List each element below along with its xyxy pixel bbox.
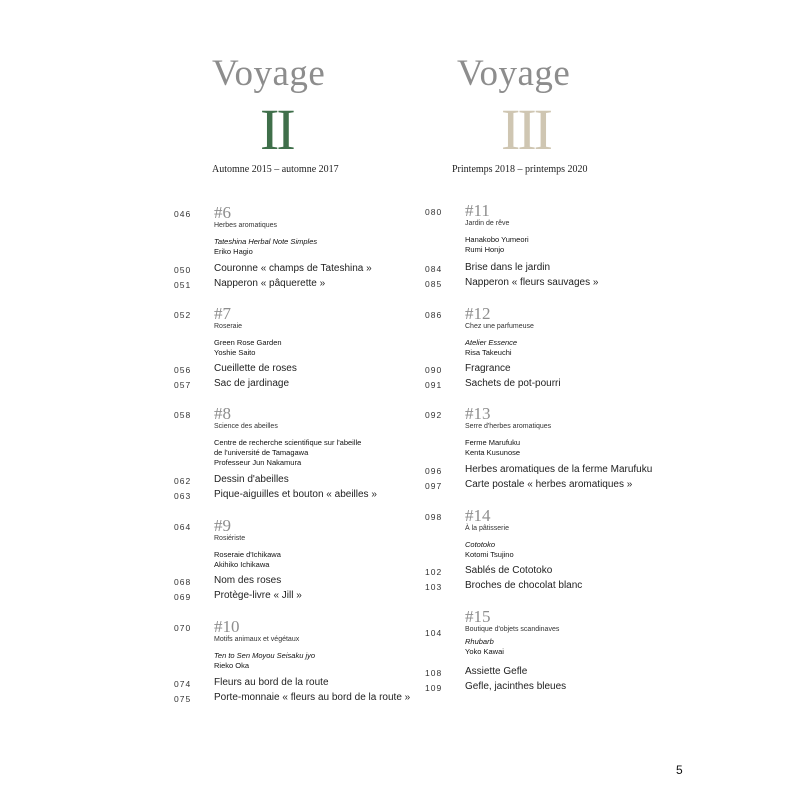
chapter-entry — [425, 607, 560, 657]
list-item — [425, 464, 653, 476]
chapter-theme: Jardin de rêve — [465, 220, 510, 227]
chapter-theme: Boutique d'objets scandinaves — [465, 626, 560, 633]
page-ref: 084 — [425, 264, 443, 274]
chapter-number: #12 — [465, 304, 491, 323]
page-ref: 090 — [425, 365, 443, 375]
guest-line: Risa Takeuchi — [465, 348, 512, 357]
page-ref: 075 — [174, 694, 192, 704]
list-item — [174, 489, 377, 501]
chapter-theme: Herbes aromatiques — [214, 222, 278, 229]
guest-line: Roseraie d'Ichikawa — [214, 550, 281, 559]
item-label: Sablés de Cototoko — [465, 565, 553, 576]
list-item — [174, 575, 282, 587]
item-label: Gefle, jacinthes bleues — [465, 681, 567, 692]
page-ref: 074 — [174, 679, 192, 689]
guest-line: Akihiko Ichikawa — [214, 560, 270, 569]
chapter-number: #13 — [465, 404, 491, 423]
voyage-title: Voyage — [212, 53, 326, 94]
page-ref: 052 — [174, 310, 192, 320]
guest-line: Professeur Jun Nakamura — [214, 458, 302, 467]
guest-line: Cototoko — [465, 540, 496, 549]
chapter-entry — [174, 203, 318, 257]
period-label: Automne 2015 – automne 2017 — [212, 164, 339, 175]
guest-line: Kotomi Tsujino — [465, 550, 514, 559]
page-ref: 051 — [174, 280, 192, 290]
guest-line: Ferme Marufuku — [465, 438, 521, 447]
list-item — [425, 580, 583, 592]
guest-line: Tateshina Herbal Note Simples — [214, 237, 318, 246]
page-number: 5 — [676, 763, 683, 777]
chapter-theme: Serre d'herbes aromatiques — [465, 423, 552, 430]
list-item — [174, 677, 329, 689]
list-item — [174, 692, 411, 704]
list-item — [174, 378, 290, 390]
page-ref: 068 — [174, 577, 192, 587]
chapter-theme: Motifs animaux et végétaux — [214, 636, 300, 643]
item-label: Pique-aiguilles et bouton « abeilles » — [214, 489, 377, 500]
list-item — [174, 278, 326, 290]
item-label: Sac de jardinage — [214, 378, 290, 389]
chapter-entry — [425, 404, 552, 458]
item-label: Assiette Gefle — [465, 666, 528, 677]
page-ref: 097 — [425, 481, 443, 491]
chapter-entry — [174, 516, 281, 570]
chapter-number: #10 — [214, 617, 240, 636]
list-item — [425, 277, 599, 289]
page-ref: 109 — [425, 683, 443, 693]
chapter-number: #14 — [465, 506, 491, 525]
page-ref: 102 — [425, 567, 443, 577]
list-item — [174, 474, 289, 486]
chapter-number: #8 — [214, 404, 231, 423]
list-item — [425, 479, 633, 491]
list-item — [425, 666, 528, 678]
page-ref: 108 — [425, 668, 443, 678]
page-ref: 062 — [174, 476, 192, 486]
page-ref: 080 — [425, 207, 443, 217]
item-label: Porte-monnaie « fleurs au bord de la route » — [214, 692, 411, 703]
page-ref: 063 — [174, 491, 192, 501]
guest-line: Yoshie Saito — [214, 348, 256, 357]
page-ref: 104 — [425, 628, 443, 638]
item-label: Broches de chocolat blanc — [465, 580, 583, 591]
chapter-number: #7 — [214, 304, 231, 323]
chapter-theme: Science des abeilles — [214, 423, 278, 430]
list-item — [425, 681, 567, 693]
page-ref: 069 — [174, 592, 192, 602]
chapter-entry — [174, 617, 316, 671]
list-item — [174, 263, 372, 275]
item-label: Carte postale « herbes aromatiques » — [465, 479, 633, 490]
chapter-entry — [425, 201, 529, 255]
guest-line: Rhubarb — [465, 637, 494, 646]
guest-line: Hanakobo Yumeori — [465, 235, 529, 244]
guest-line: Ten to Sen Moyou Seisaku jyo — [214, 651, 316, 660]
page-ref: 057 — [174, 380, 192, 390]
chapter-theme: Rosiériste — [214, 535, 246, 542]
list-item — [425, 262, 551, 274]
item-label: Fleurs au bord de la route — [214, 677, 329, 688]
item-label: Cueillette de roses — [214, 363, 297, 374]
period-label: Printemps 2018 – printemps 2020 — [452, 164, 588, 175]
page-ref: 096 — [425, 466, 443, 476]
guest-line: Green Rose Garden — [214, 338, 282, 347]
page-ref: 070 — [174, 623, 192, 633]
item-label: Dessin d'abeilles — [214, 474, 289, 485]
guest-line: Yoko Kawai — [465, 647, 504, 656]
chapter-theme: À la pâtisserie — [465, 525, 509, 532]
guest-line: Eriko Hagio — [214, 247, 253, 256]
page-ref: 091 — [425, 380, 443, 390]
chapter-theme: Roseraie — [214, 323, 243, 330]
roman-numeral: II — [260, 97, 293, 162]
item-label: Napperon « pâquerette » — [214, 278, 326, 289]
guest-line: de l'université de Tamagawa — [214, 448, 309, 457]
chapter-entry — [174, 304, 282, 358]
page-ref: 056 — [174, 365, 192, 375]
list-item — [174, 363, 297, 375]
list-item — [174, 590, 302, 602]
item-label: Nom des roses — [214, 575, 282, 586]
voyage-title: Voyage — [457, 53, 571, 94]
list-item — [425, 565, 553, 577]
page-ref: 103 — [425, 582, 443, 592]
item-label: Herbes aromatiques de la ferme Marufuku — [465, 464, 653, 475]
item-label: Couronne « champs de Tateshina » — [214, 263, 372, 274]
roman-numeral: III — [501, 97, 550, 162]
list-item — [425, 378, 561, 390]
guest-line: Atelier Essence — [465, 338, 518, 347]
list-item — [425, 363, 511, 375]
item-label: Fragrance — [465, 363, 511, 374]
chapter-number: #6 — [214, 203, 231, 222]
page-ref: 086 — [425, 310, 443, 320]
guest-line: Centre de recherche scientifique sur l'abeille — [214, 438, 362, 447]
page-ref: 092 — [425, 410, 443, 420]
chapter-number: #11 — [465, 201, 490, 220]
chapter-number: #9 — [214, 516, 231, 535]
page-ref: 058 — [174, 410, 192, 420]
page-ref: 085 — [425, 279, 443, 289]
page-ref: 064 — [174, 522, 192, 532]
page-ref: 050 — [174, 265, 192, 275]
chapter-number: #15 — [465, 607, 491, 626]
item-label: Napperon « fleurs sauvages » — [465, 277, 599, 288]
item-label: Brise dans le jardin — [465, 262, 551, 273]
chapter-entry — [425, 506, 514, 560]
guest-line: Rumi Honjo — [465, 245, 505, 254]
chapter-theme: Chez une parfumeuse — [465, 323, 534, 330]
chapter-entry — [174, 404, 362, 468]
page-ref: 098 — [425, 512, 443, 522]
chapter-entry — [425, 304, 534, 358]
item-label: Protège-livre « Jill » — [214, 590, 302, 601]
guest-line: Rieko Oka — [214, 661, 250, 670]
page-ref: 046 — [174, 209, 192, 219]
guest-line: Kenta Kusunose — [465, 448, 521, 457]
item-label: Sachets de pot-pourri — [465, 378, 561, 389]
